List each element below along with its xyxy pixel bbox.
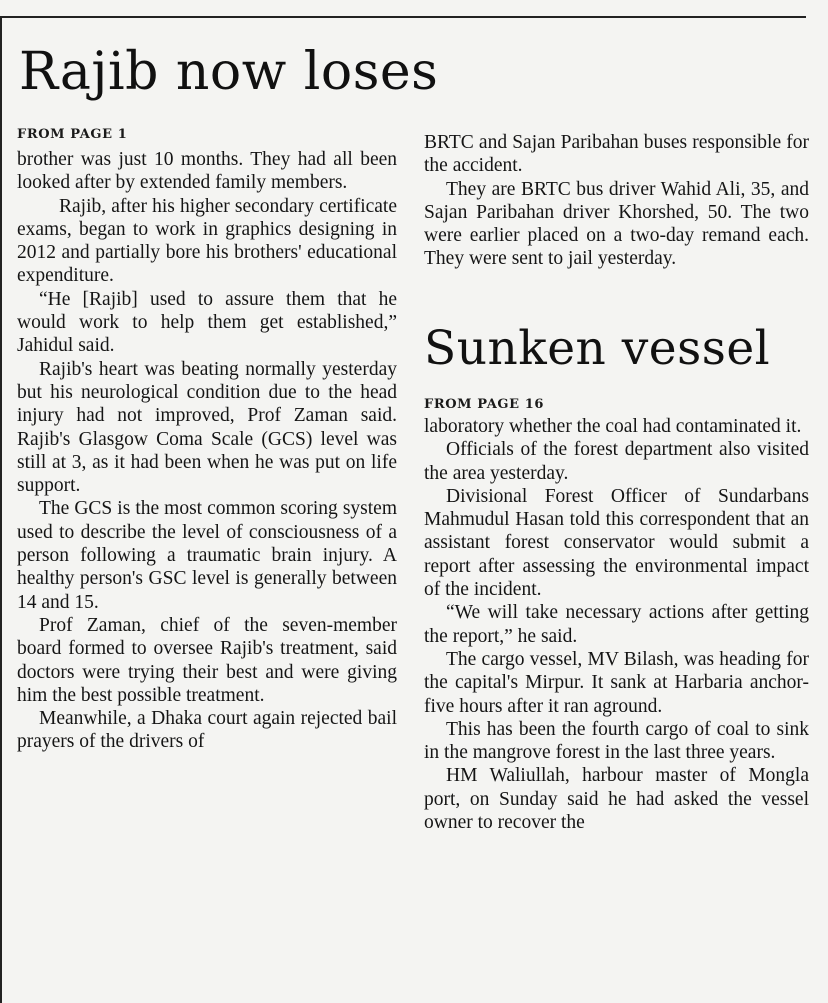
jump-line-from-page-16: FROM PAGE 16 [424,397,545,412]
story1-paragraph: Rajib's heart was beating normally yesterday but his neurological condition due to the head injury had not improved, Prof Zaman said. Rajib's Glasgow Coma Scale (GCS) level was still at 3, as it had been when he was put on life support. [17,358,397,497]
story1-paragraph: “He [Rajib] used to assure them that he would work to help them get established,” Jahidul said. [17,288,397,357]
story1-column-right [424,131,809,271]
top-rule [0,16,806,18]
story2-paragraph: “We will take necessary actions after getting the report,” he said. [424,602,809,647]
headline-sunken-vessel: Sunken vessel [424,321,771,376]
story2-paragraph: HM Waliullah, harbour master of Mongla port, on Sunday said he had asked the vessel owner to recover the [424,765,809,834]
story2-paragraph: This has been the fourth cargo of coal to sink in the mangrove forest in the last three years. [424,718,809,764]
story2-column [424,415,809,834]
story1-paragraph: Prof Zaman, chief of the seven-member board formed to oversee Rajib's treatment, said doctors were trying their best and were giving him the best possible treatment. [17,614,397,706]
story1-paragraph: Meanwhile, a Dhaka court again rejected bail prayers of the drivers of [17,708,397,753]
left-column-rule [0,16,2,1003]
story2-paragraph: Officials of the forest department also visited the area yesterday. [424,439,809,484]
story1-column-left [17,148,397,754]
story1-paragraph: Rajib, after his higher secondary certificate exams, began to work in graphics designing in 2012 and partially bore his brothers' educational expenditure. [17,195,397,287]
story2-paragraph: The cargo vessel, MV Bilash, was heading for the capital's Mirpur. It sank at Harbaria anchor-five hours after it ran aground. [424,648,809,717]
story2-paragraph: Divisional Forest Officer of Sundarbans Mahmudul Hasan told this correspondent that an assistant forest conservator would submit a report after assessing the environmental impact of the incident. [424,485,809,601]
story1-paragraph: brother was just 10 months. They had all been looked after by extended family members. [17,149,397,194]
jump-line-from-page-1: FROM PAGE 1 [17,127,128,142]
story2-paragraph: laboratory whether the coal had contaminated it. [424,416,802,437]
story1-paragraph: The GCS is the most common scoring system used to describe the level of consciousness of a person following a traumatic brain injury. A healthy person's GSC level is generally between 14 and 15. [17,498,397,613]
headline-rajib-now-loses: Rajib now loses [19,42,439,102]
story1-paragraph: They are BRTC bus driver Wahid Ali, 35, and Sajan Paribahan driver Khorshed, 50. The two were earlier placed on a two-day remand each. They were sent to jail yesterday. [424,178,809,270]
story1-paragraph: BRTC and Sajan Paribahan buses responsible for the accident. [424,132,809,177]
